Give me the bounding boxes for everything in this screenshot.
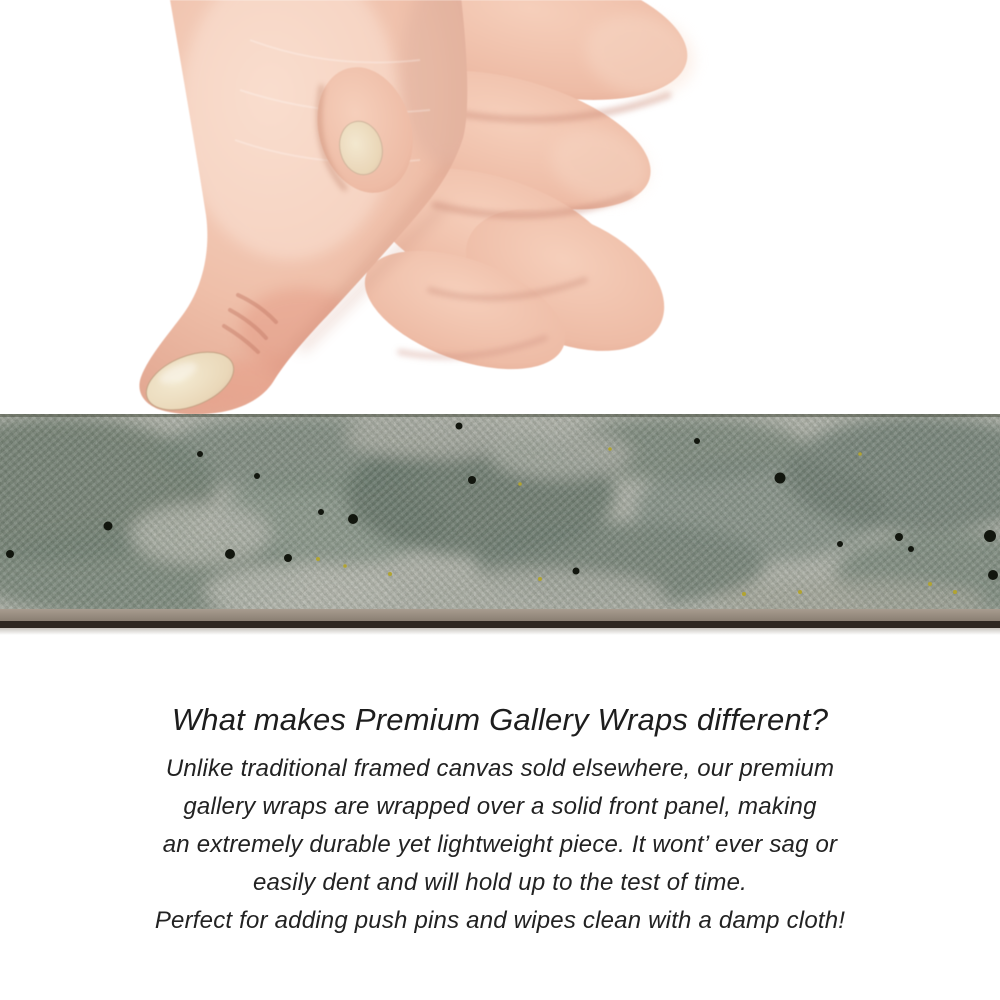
hand-photo	[0, 0, 1000, 418]
info-line-5: Perfect for adding push pins and wipes clean with a damp cloth!	[154, 907, 846, 934]
hand-illustration	[0, 0, 1000, 418]
canvas-texture	[0, 414, 1000, 635]
info-line-4: easily dent and will hold up to the test of time.	[252, 869, 748, 896]
info-line-1: Unlike traditional framed canvas sold elsewhere, our premium	[165, 755, 835, 782]
info-line-2: gallery wraps are wrapped over a solid front panel, making	[183, 793, 817, 820]
info-line-3: an extremely durable yet lightweight piece. It wont’ ever sag or	[162, 831, 838, 858]
info-section	[0, 702, 1000, 940]
panel-edge	[0, 609, 1000, 635]
info-heading: What makes Premium Gallery Wraps different?	[171, 702, 829, 737]
canvas-strip-photo	[0, 414, 1000, 635]
strip-top-edge	[0, 414, 1000, 417]
